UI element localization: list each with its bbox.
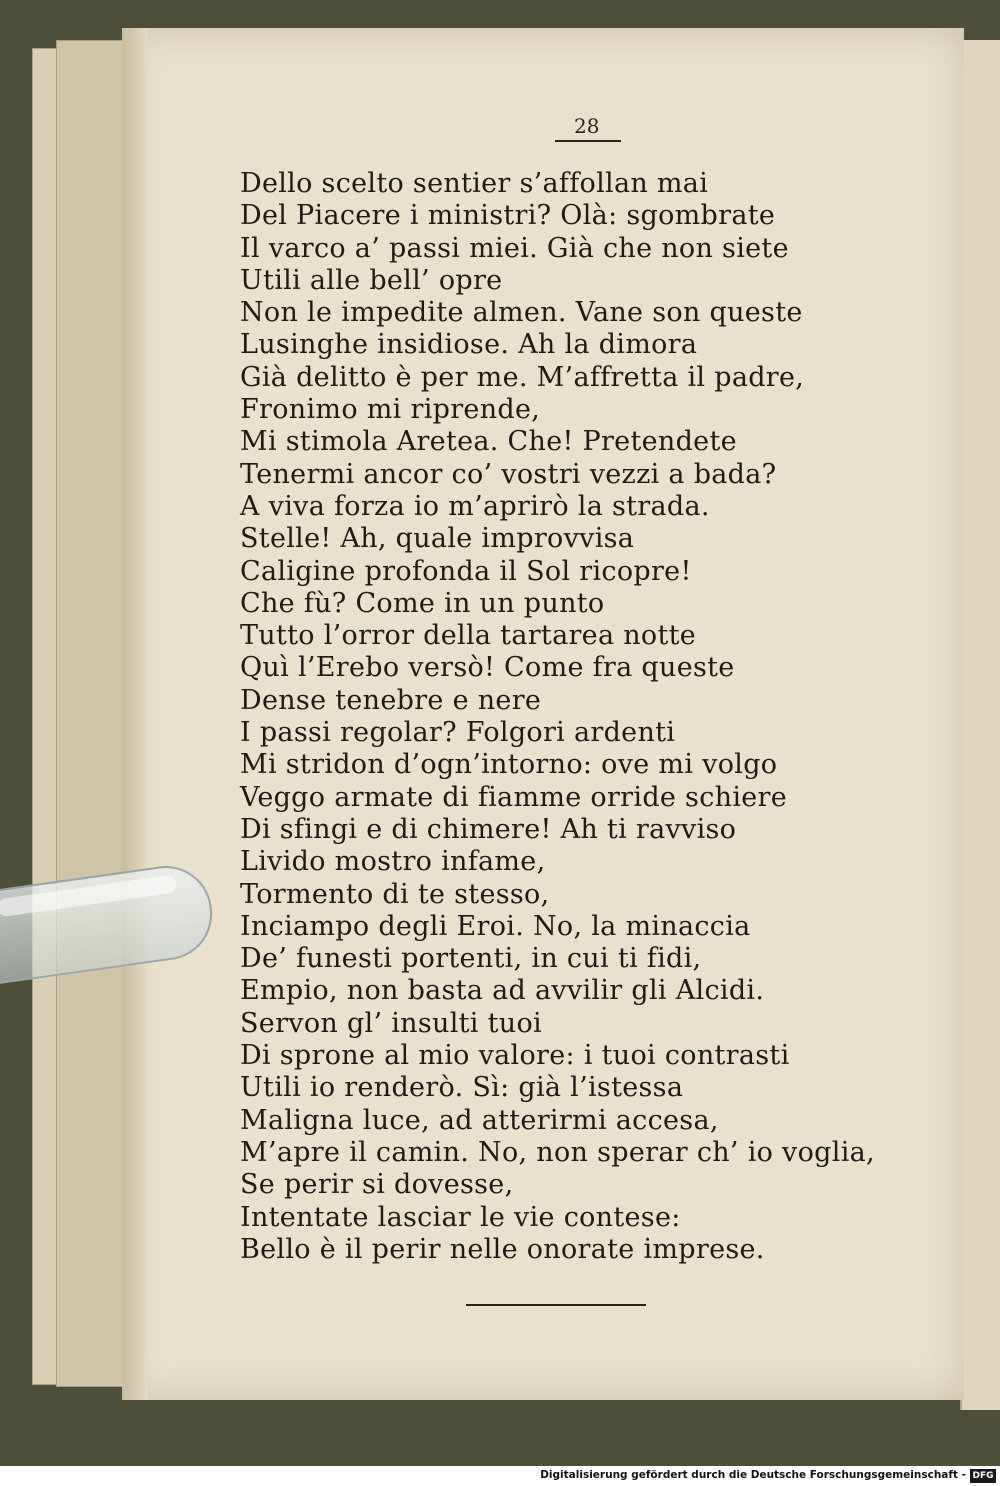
verse-line: Fronimo mi riprende,: [240, 394, 541, 426]
verse-line: Di sfingi e di chimere! Ah ti ravviso: [240, 813, 737, 845]
page-number-rule: [555, 140, 621, 142]
verse-line: Dello scelto sentier s’affollan mai: [240, 168, 709, 199]
verse-line: Utili io renderò. Sì: già l’istessa: [240, 1072, 684, 1104]
verse-line: Maligna luce, ad atterirmi accesa,: [240, 1104, 719, 1136]
verse-text: [240, 168, 940, 1266]
verse-line: Non le impedite almen. Vane son queste: [240, 297, 803, 329]
verse-line: Stelle! Ah, quale improvvisa: [240, 523, 635, 555]
verse-line: Tormento di te stesso,: [240, 878, 550, 910]
verse-line: Già delitto è per me. M’affretta il padre,: [240, 361, 805, 393]
verse-line: Lusinghe insidiose. Ah la dimora: [240, 329, 698, 361]
verse-line: Intentate lasciar le vie contese:: [240, 1201, 681, 1233]
verse-line: Dense tenebre e nere: [240, 684, 542, 716]
verse-line: Il varco a’ passi miei. Già che non siete: [240, 232, 789, 264]
footer-credit: Digitalisierung gefördert durch die Deutsche Forschungsgemeinschaft -: [540, 1469, 966, 1481]
verse-line: De’ funesti portenti, in cui ti fidi,: [240, 943, 702, 975]
verse-line: Caligine profonda il Sol ricopre!: [240, 555, 692, 587]
verse-line: Veggo armate di fiamme orride schiere: [240, 781, 788, 813]
verse-line: I passi regolar? Folgori ardenti: [240, 717, 676, 749]
verse-line: Inciampo degli Eroi. No, la minaccia: [240, 910, 751, 942]
verse-line: Se perir si dovesse,: [240, 1169, 514, 1201]
verse-line: Quì l’Erebo versò! Come fra queste: [240, 652, 735, 684]
facing-page-edge: [960, 40, 1000, 1410]
verse-line: Di sprone al mio valore: i tuoi contrasti: [240, 1040, 790, 1072]
end-rule: [466, 1304, 646, 1306]
verse-line: Tutto l’orror della tartarea notte: [240, 620, 697, 652]
glass-shine: [0, 874, 177, 917]
dfg-logo: DFG: [970, 1469, 996, 1483]
verse-line: A viva forza io m’aprirò la strada.: [240, 490, 710, 522]
verse-line: Mi stimola Aretea. Che! Pretendete: [240, 426, 737, 458]
page-gutter-shadow: [122, 28, 148, 1400]
verse-line: Del Piacere i ministri? Olà: sgombrate: [240, 200, 776, 232]
verse-line: Mi stridon d’ogn’intorno: ove mi volgo: [240, 749, 778, 781]
verse-line: Livido mostro infame,: [240, 846, 546, 878]
footer-bar: [0, 1466, 1000, 1486]
verse-line: M’apre il camin. No, non sperar ch’ io voglia,: [240, 1136, 875, 1168]
verse-line: Tenermi ancor co’ vostri vezzi a bada?: [240, 458, 777, 490]
verse-line: Che fù? Come in un punto: [240, 587, 605, 619]
verse-line: Empio, non basta ad avvilir gli Alcidi.: [240, 975, 765, 1007]
page-number: 28: [574, 114, 600, 138]
book-page: [122, 28, 964, 1400]
verse-line: Servon gl’ insulti tuoi: [240, 1007, 542, 1039]
verse-line: Bello è il perir nelle onorate imprese.: [240, 1233, 765, 1265]
verse-line: Utili alle bell’ opre: [240, 264, 503, 296]
